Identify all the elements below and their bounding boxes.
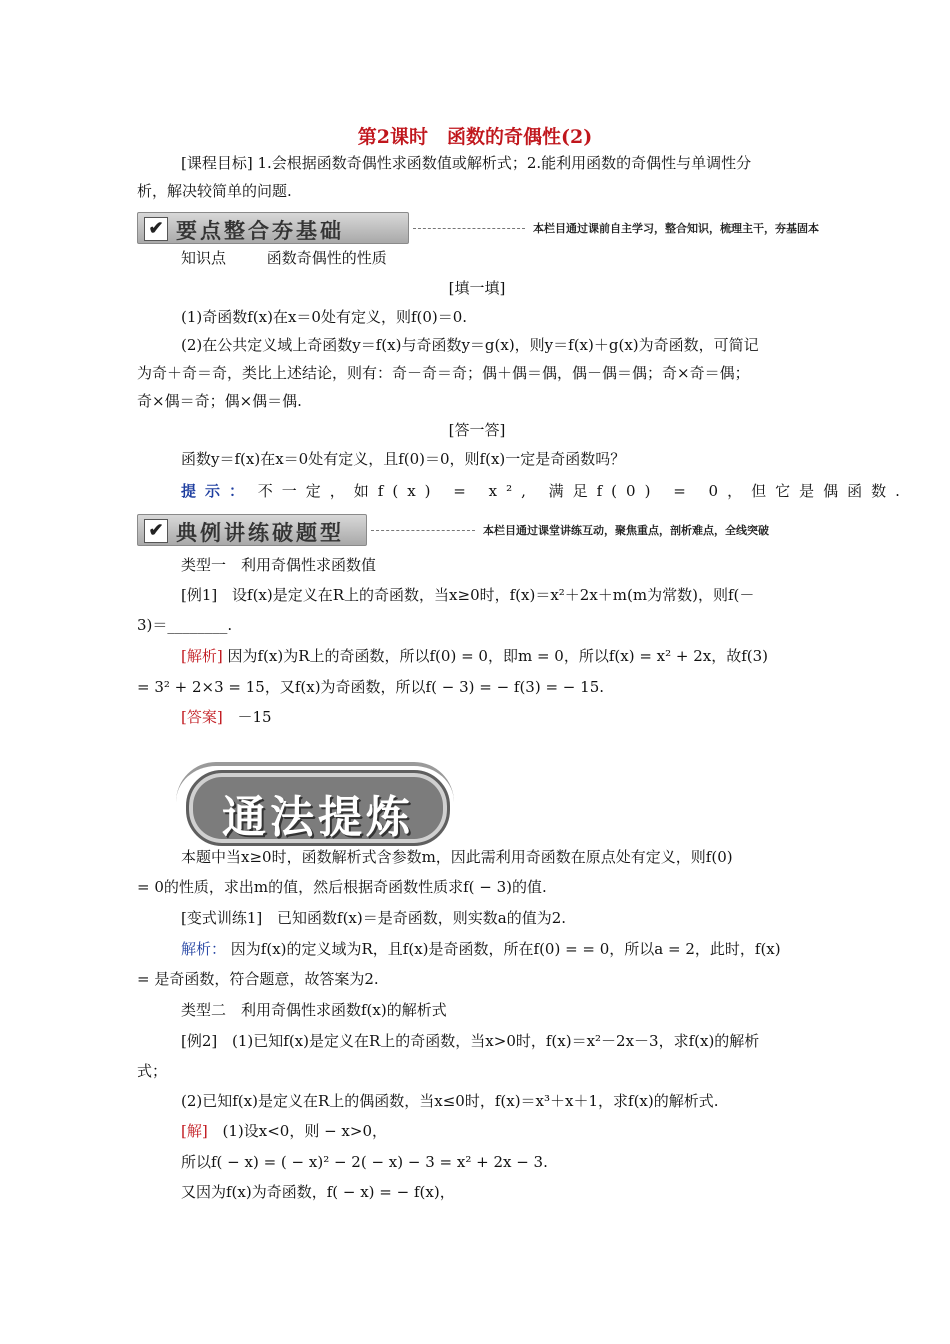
method-line-2: = 0的性质，求出m的值，然后根据奇函数性质求f( − 3)的值. — [137, 878, 547, 896]
example-1-line-2: 3)＝________. — [137, 616, 233, 634]
analysis-label: [解析] — [181, 647, 223, 665]
course-goal-label: [课程目标] — [181, 154, 253, 172]
variant-analysis-label: 解析： — [181, 940, 227, 958]
method-line-1: 本题中当x≥0时，函数解析式含参数m，因此需利用奇函数在原点处有定义，则f(0) — [181, 848, 733, 866]
variant-analysis-text-1: 因为f(x)的定义域为R，且f(x)是奇函数，所在f(0) = = 0，所以a = 2，此时，f(x) — [230, 940, 781, 958]
method-badge — [186, 770, 450, 846]
answer-value: －15 — [237, 708, 272, 726]
hint-label: 提示： — [181, 482, 254, 500]
variant-1-label: [变式训练1] — [181, 909, 263, 927]
variant-1-text: 已知函数f(x)＝是奇函数，则实数a的值为2. — [277, 909, 567, 927]
example-2-solution-2: 所以f( − x) = ( − x)² − 2( − x) − 3 = x² + 2x − 3. — [181, 1153, 548, 1171]
course-goal-line-1 — [137, 152, 817, 174]
knowledge-title: 函数奇偶性的性质 — [266, 249, 387, 267]
variant-1 — [137, 907, 817, 929]
banner-tab — [137, 212, 409, 244]
example-1-text: 设f(x)是定义在R上的奇函数，当x≥0时，f(x)＝x²＋2x＋m(m为常数)，则f(－ — [232, 586, 755, 604]
example-2-line-2: 式； — [137, 1062, 168, 1080]
method-badge-title: 通法提炼 — [222, 792, 414, 843]
answer-header: [答一答] — [448, 421, 506, 439]
course-goal-text-1: 1.会根据函数奇偶性求函数值或解析式；2.能利用函数的奇偶性与单调性分 — [257, 154, 752, 172]
banner-note: 本栏目通过课堂讲练互动，聚焦重点，剖析难点，全线突破 — [483, 524, 769, 537]
banner-tab — [137, 514, 367, 546]
type-1-heading: 类型一 利用奇偶性求函数值 — [181, 556, 377, 574]
course-goal-line-2: 析，解决较简单的问题. — [137, 182, 292, 200]
lesson-title: 第2课时 函数的奇偶性(2) — [357, 126, 593, 148]
hint-line — [181, 480, 909, 502]
checkmark-icon: ✔ — [144, 217, 168, 241]
banner-title: 典例讲练破题型 — [176, 521, 344, 545]
example-1-analysis-1 — [137, 645, 817, 667]
fill-item-2-line-3: 奇×偶＝奇；偶×偶＝偶. — [137, 392, 302, 410]
variant-1-analysis-1 — [137, 938, 817, 960]
variant-1-analysis-2: = 是奇函数，符合题意，故答案为2. — [137, 970, 379, 988]
type-2-heading: 类型二 利用奇偶性求函数f(x)的解析式 — [181, 1001, 447, 1019]
fill-item-1: (1)奇函数f(x)在x＝0处有定义，则f(0)＝0. — [181, 308, 468, 326]
example-1-label: [例1] — [181, 586, 218, 604]
example-2-label: [例2] — [181, 1032, 218, 1050]
solution-label: [解] — [181, 1122, 208, 1140]
fill-item-2-line-2: 为奇＋奇＝奇，类比上述结论，则有：奇－奇＝奇；偶＋偶＝偶，偶－偶＝偶；奇×奇＝偶； — [137, 364, 750, 382]
fill-in-header: [填一填] — [448, 279, 506, 297]
hint-text: 不一定，如f(x) = x², 满足f(0) = 0，但它是偶函数. — [257, 482, 909, 500]
example-2-solution-1 — [137, 1120, 817, 1142]
checkmark-icon: ✔ — [144, 519, 168, 543]
example-1-line-1 — [137, 584, 817, 606]
example-2-line-1 — [137, 1030, 817, 1052]
banner-note: 本栏目通过课前自主学习，整合知识，梳理主干，夯基固本 — [533, 222, 819, 235]
answer-label: [答案] — [181, 708, 223, 726]
answer-question: 函数y＝f(x)在x＝0处有定义，且f(0)＝0，则f(x)一定是奇函数吗？ — [181, 450, 626, 468]
solution-text-1: (1)设x<0，则 − x>0， — [222, 1122, 387, 1140]
example-2-line-3: (2)已知f(x)是定义在R上的偶函数，当x≤0时，f(x)＝x³＋x＋1，求f(x)的解析式. — [181, 1092, 719, 1110]
knowledge-point-heading — [137, 247, 817, 269]
banner-title: 要点整合夯基础 — [176, 219, 344, 243]
example-2-solution-3: 又因为f(x)为奇函数，f( − x) = − f(x)， — [181, 1183, 455, 1201]
banner-dash-divider — [413, 228, 525, 229]
example-1-analysis-2: = 3² + 2×3 = 15，又f(x)为奇函数，所以f( − 3) = − f(3) = − 15. — [137, 678, 605, 696]
analysis-text-1: 因为f(x)为R上的奇函数，所以f(0) = 0，即m = 0，所以f(x) = x² + 2x，故f(3) — [227, 647, 769, 665]
example-1-answer — [137, 706, 817, 728]
section-banner-examples — [137, 514, 805, 548]
fill-item-2-line-1: (2)在公共定义域上奇函数y＝f(x)与奇函数y＝g(x)，则y＝f(x)＋g(x)为奇函数，可简记 — [181, 336, 759, 354]
section-banner-basics — [137, 212, 849, 246]
example-2-text-1: (1)已知f(x)是定义在R上的奇函数，当x>0时，f(x)＝x²－2x－3，求f(x)的解析 — [232, 1032, 760, 1050]
banner-dash-divider — [371, 530, 475, 531]
knowledge-label: 知识点 — [181, 249, 227, 267]
